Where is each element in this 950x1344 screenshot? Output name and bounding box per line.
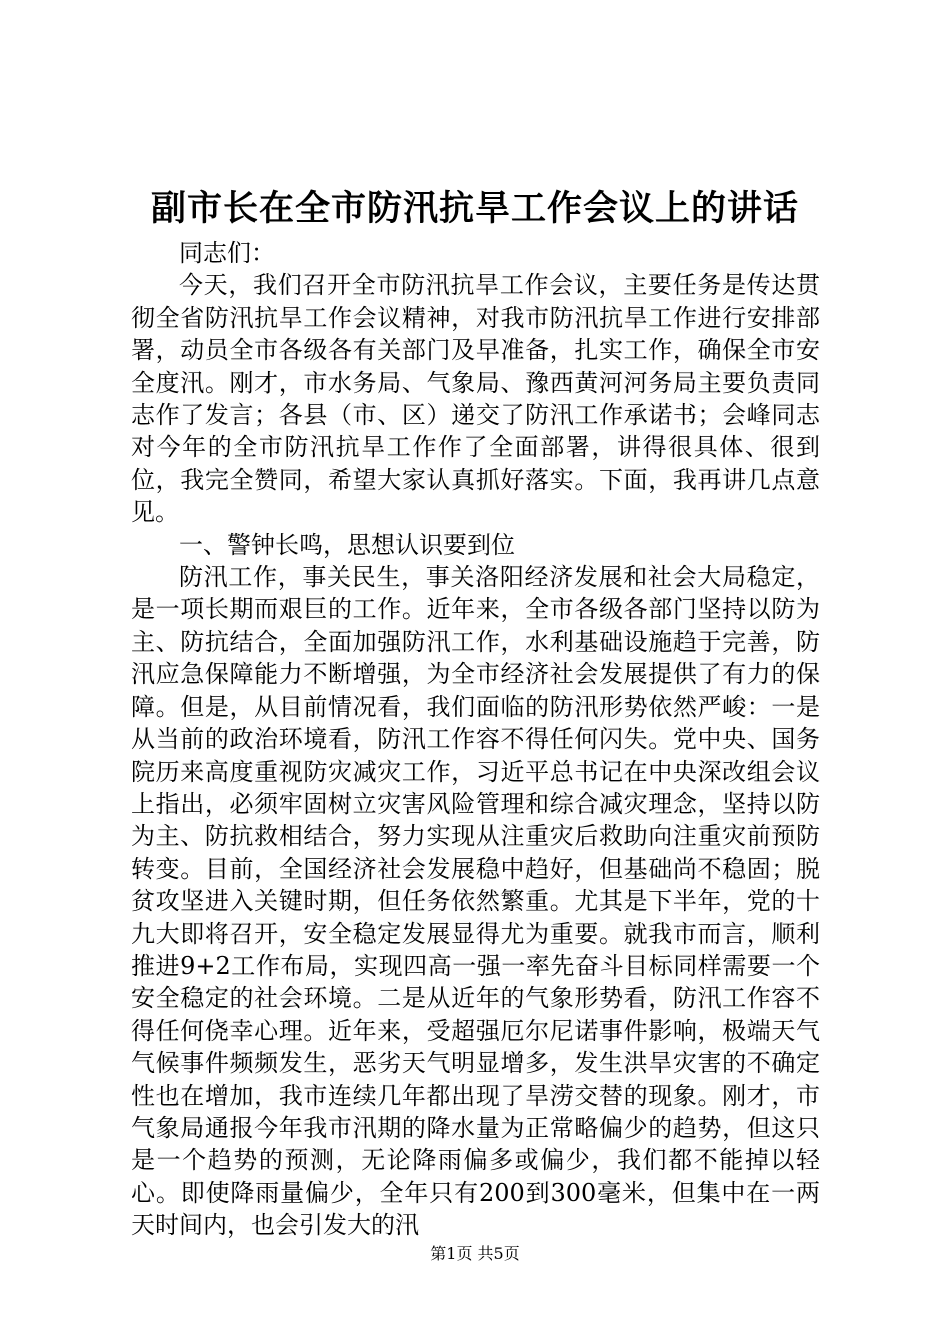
salutation: 同志们： — [179, 239, 275, 267]
section-paragraph: 防汛工作，事关民生，事关洛阳经济发展和社会大局稳定，是一项长期而艰巨的工作。近年来，全市各级各部门坚持以防为主、防抗结合，全面加强防汛工作，水利基础设施趋于完善，防汛应急保障能力不断增强，为全市经济社会发展提供了有力的保障。但是，从目前情况看，我们面临的防汛形势依然严峻：一是从当前的政治环境看，防汛工作容不得任何闪失。党中央、国务院历来高度重视防灾减灾工作，习近平总书记在中央深改组会议上指出，必须牢固树立灾害风险管理和综合减灾理念，坚持以防为主、防抗救相结合，努力实现从注重灾后救助向注重灾前预防转变。目前，全国经济社会发展稳中趋好，但基础尚不稳固；脱贫攻坚进入关键时期，但任务依然繁重。尤其是下半年，党的十九大即将召开，安全稳定发展显得尤为重要。就我市而言，顺利推进9+2工作布局，实现四高一强一率先奋斗目标同样需要一个安全稳定的社会环境。二是从近年的气象形势看，防汛工作容不得任何侥幸心理。近年来，受超强厄尔尼诺事件影响，极端天气气候事件频频发生，恶劣天气明显增多，发生洪旱灾害的不确定性也在增加，我市连续几年都出现了旱涝交替的现象。刚才，市气象局通报今年我市汛期的降水量为正常略偏少的趋势，但这只是一个趋势的预测，无论降雨偏多或偏少，我们都不能掉以轻心。即使降雨量偏少，全年只有200到300毫米，但集中在一两天时间内，也会引发大的汛 — [131, 563, 820, 1240]
page-title: 副市长在全市防汛抗旱工作会议上的讲话 — [150, 188, 799, 229]
page-number-footer: 第1页 共5页 — [430, 1244, 520, 1263]
intro-paragraph: 今天，我们召开全市防汛抗旱工作会议，主要任务是传达贯彻全省防汛抗旱工作会议精神，对我市防汛抗旱工作进行安排部署，动员全市各级各有关部门及早准备，扎实工作，确保全市安全度汛。刚才，市水务局、气象局、豫西黄河河务局主要负责同志作了发言；各县（市、区）递交了防汛工作承诺书；会峰同志对今年的全市防汛抗旱工作作了全面部署，讲得很具体、很到位，我完全赞同，希望大家认真抓好落实。下面，我再讲几点意见。 — [131, 271, 820, 527]
section-heading: 一、警钟长鸣，思想认识要到位 — [179, 530, 515, 559]
document-body — [131, 237, 820, 1242]
